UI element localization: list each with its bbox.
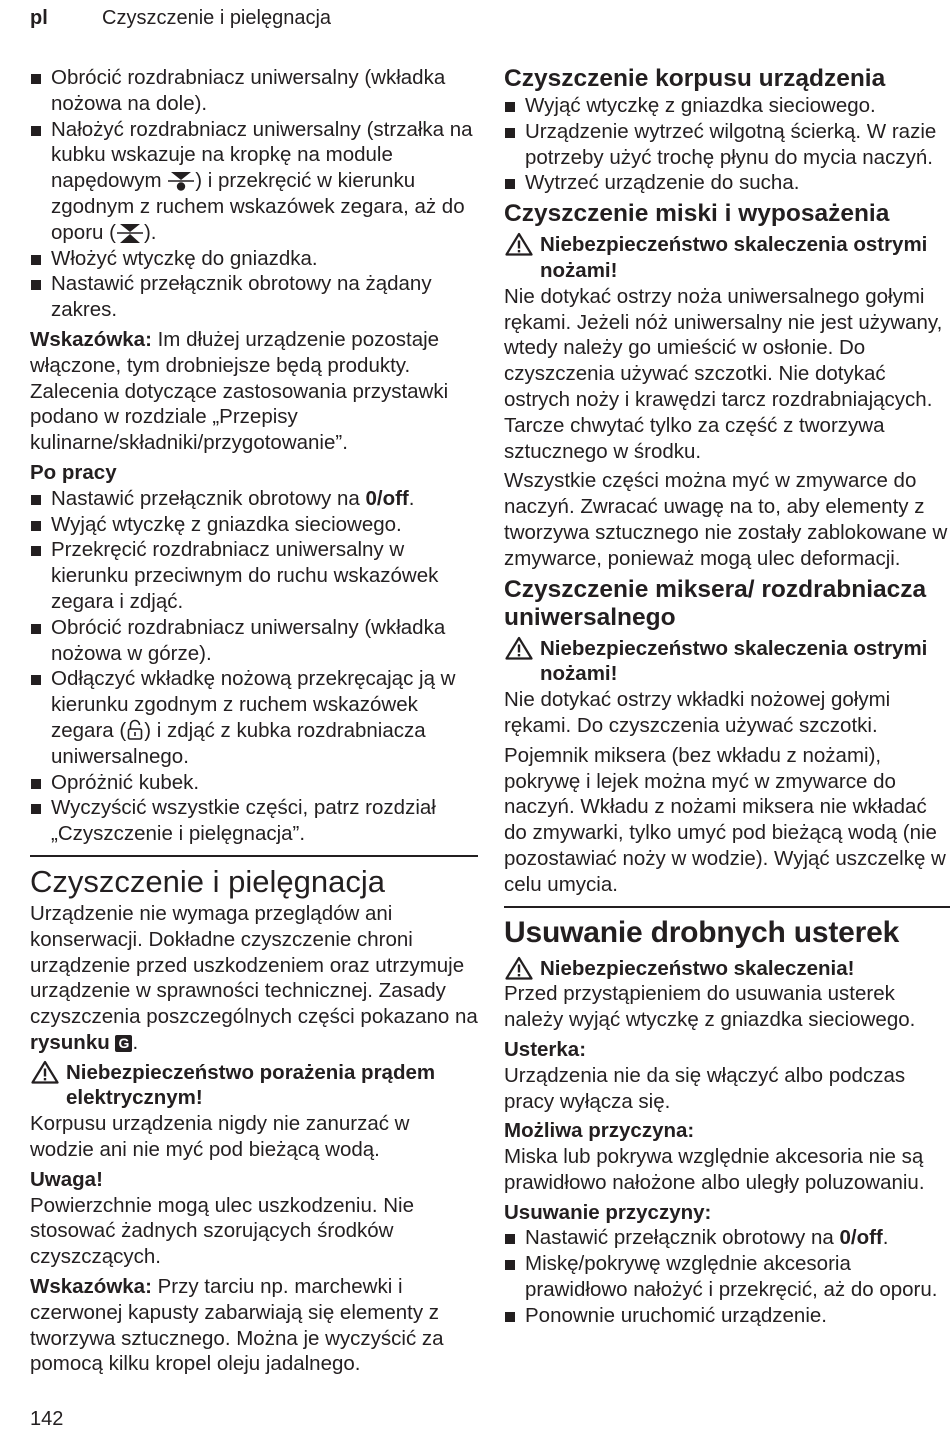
warning-triangle-icon (505, 956, 533, 980)
list-item: Ponownie uruchomić urządzenie. (504, 1303, 950, 1329)
warning-triangle-icon (31, 1060, 59, 1084)
cut-warning: Niebezpieczeństwo skaleczenia! (504, 956, 950, 982)
list-item: Odłączyć wkładkę nożową przekręcając ją w kierunku zgodnym z ruchem wskazówek zegara ( ) i zdjąć z kubka rozdrabniacza uniwersalnego. (30, 666, 478, 769)
drive-dot-symbol-icon (167, 170, 195, 192)
list-item: Wytrzeć urządzenie do sucha. (504, 170, 950, 196)
section-divider (504, 906, 950, 908)
page-number: 142 (30, 1408, 64, 1430)
list-item: Opróżnić kubek. (30, 770, 478, 796)
list-item: Włożyć wtyczkę do gniazdka. (30, 246, 478, 272)
list-item: Wyczyścić wszystkie części, patrz rozdział „Czyszczenie i pielęgnacja”. (30, 795, 478, 847)
care-heading: Czyszczenie i pielęgnacja (30, 863, 385, 899)
mixer-text: Nie dotykać ostrzy wkładki nożowej gołymi rękami. Do czyszczenia używać szczotki. (504, 688, 891, 737)
mixer-dishwasher-text: Pojemnik miksera (bez wkładu z nożami), pokrywę i lejek można myć w zmywarce do naczyń. Wkładu z nożami miksera nie wkładać do zmywarki, tylko umyć pod bieżącą wodą (nie pozostawiać noży w wodzie). Wyjąć uszczelkę w celu umycia. (504, 743, 946, 896)
list-item: Przekręcić rozdrabniacz uniwersalny w kierunku przeciwnym do ruchu wskazówek zegara i zdjąć. (30, 537, 478, 614)
list-item: Nastawić przełącznik obrotowy na 0/off. (30, 486, 478, 512)
bowl-heading: Czyszczenie miski i wyposażenia (504, 200, 890, 228)
fix-steps (504, 1225, 950, 1328)
housing-steps (504, 93, 950, 196)
locked-position-symbol-icon (116, 222, 144, 244)
fix-label: Usuwanie przyczyny: (504, 1200, 712, 1224)
list-item: Miskę/pokrywę względnie akcesoria prawidłowo nałożyć i przekręcić, aż do oporu. (504, 1251, 950, 1303)
care-intro: Urządzenie nie wymaga przeglądów ani konserwacji. Dokładne czyszczenie chroni urządzenie przed uszkodzeniem oraz utrzymuje urządzenie w sprawności technicznej. Zasady czyszczenia poszczególnych części pokazano na rysunku G . (30, 901, 478, 1054)
bowl-text: Nie dotykać ostrzy noża uniwersalnego gołymi rękami. Jeżeli nóż uniwersalny nie jest używany, wtedy należy go umieścić w osłonie. Do czyszczenia używać szczotki. Nie dotykać ostrych noży i krawędzi tarcz rozdrabniających. Tarcze chwytać tylko za część z tworzywa sztucznego w środku. (504, 284, 943, 463)
header-title: Czyszczenie i pielęgnacja (102, 7, 332, 29)
troubleshooting-heading: Usuwanie drobnych usterek (504, 915, 900, 949)
electric-warning-text: Korpusu urządzenia nigdy nie zanurzać w wodzie ani nie myć pod bieżącą wodą. (30, 1112, 410, 1162)
knife-warning-mixer: Niebezpieczeństwo skaleczenia ostrymi nożami! (504, 636, 950, 688)
list-item: Nastawić przełącznik obrotowy na 0/off. (504, 1225, 950, 1251)
warning-triangle-icon (505, 232, 533, 256)
note-paragraph: Wskazówka: Im dłużej urządzenie pozostaje włączone, tym drobniejsze będą produkty. Zalecenia dotyczące zastosowania przystawki podano w rozdziale „Przepisy kulinarne/składniki/przygotowanie”. (30, 327, 449, 455)
caution-label: Uwaga! (30, 1167, 103, 1191)
after-work-heading: Po pracy (30, 460, 117, 484)
housing-heading: Czyszczenie korpusu urządzenia (504, 65, 886, 92)
cause-label: Możliwa przyczyna: (504, 1119, 695, 1143)
language-code: pl (30, 7, 48, 29)
list-item: Urządzenie wytrzeć wilgotną ścierką. W razie potrzeby użyć trochę płynu do mycia naczyń. (504, 119, 950, 171)
unlock-icon (126, 719, 144, 741)
list-item: Obrócić rozdrabniacz uniwersalny (wkładka nożowa w górze). (30, 615, 478, 667)
fault-label: Usterka: (504, 1037, 587, 1061)
warning-triangle-icon (505, 636, 533, 660)
list-item: Wyjąć wtyczkę z gniazdka sieciowego. (30, 512, 478, 538)
section-divider (30, 855, 478, 857)
tip-paragraph: Wskazówka: Przy tarciu np. marchewki i czerwonej kapusty zabarwiają się elementy z tworzywa sztucznego. Można je wyczyścić za pomocą kilku kropel oleju jadalnego. (30, 1275, 444, 1376)
knife-warning: Niebezpieczeństwo skaleczenia ostrymi nożami! (504, 232, 950, 284)
left-column (30, 65, 478, 1377)
fault-text: Urządzenia nie da się włączyć albo podczas pracy wyłącza się. (504, 1063, 906, 1113)
cause-text: Miska lub pokrywa względnie akcesoria nie są prawidłowo nałożone albo uległy poluzowaniu. (504, 1145, 925, 1194)
figure-letter-badge: G (115, 1035, 132, 1052)
electric-warning: Niebezpieczeństwo porażenia prądem elektrycznym! (30, 1060, 478, 1112)
list-item: Wyjąć wtyczkę z gniazdka sieciowego. (504, 93, 950, 119)
after-work-steps (30, 486, 478, 847)
bowl-dishwasher-text: Wszystkie części można myć w zmywarce do naczyń. Zwracać uwagę na to, aby elementy z tworzywa sztucznego nie zostały zablokowane w zmywarce, ponieważ mogą ulec deformacji. (504, 469, 948, 570)
list-item: Nałożyć rozdrabniacz uniwersalny (strzałka na kubku wskazuje na kropkę na module napędowym ) i przekręcić w kierunku zgodnym z ruchem wskazówek zegara, aż do oporu ( ). (30, 117, 478, 246)
caution-text: Powierzchnie mogą ulec uszkodzeniu. Nie stosować żadnych szorujących środków czyszczących. (30, 1193, 415, 1269)
assembly-steps (30, 65, 478, 323)
page-header (30, 4, 332, 32)
troubleshooting-intro: Przed przystąpieniem do usuwania usterek należy wyjąć wtyczkę z gniazdka sieciowego. (504, 982, 916, 1032)
right-column (504, 65, 950, 1329)
mixer-heading: Czyszczenie miksera/ rozdrabniacza uniwersalnego (504, 575, 927, 631)
list-item: Obrócić rozdrabniacz uniwersalny (wkładka nożowa na dole). (30, 65, 478, 117)
list-item: Nastawić przełącznik obrotowy na żądany zakres. (30, 271, 478, 323)
